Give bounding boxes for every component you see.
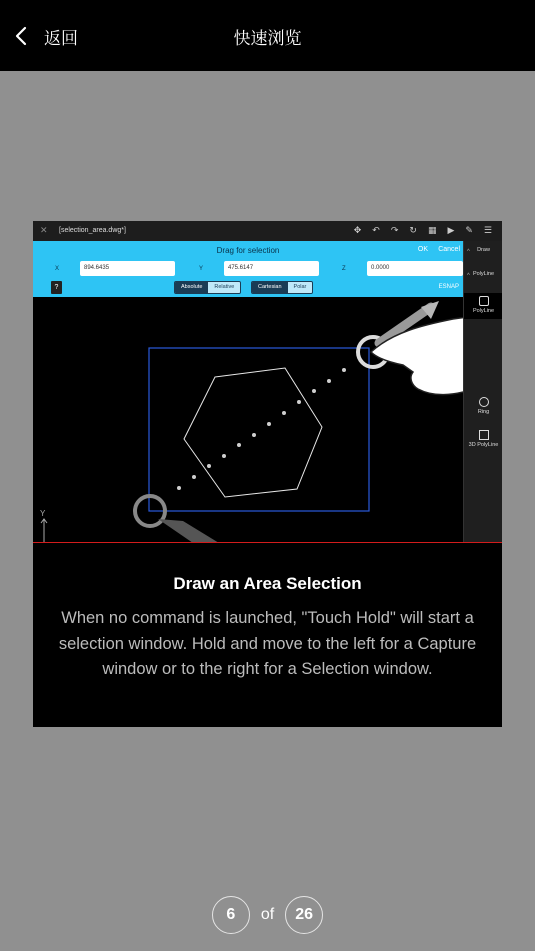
move-icon: ✥ [353, 225, 362, 235]
hexagon-shape [184, 368, 322, 497]
panel-3d-polyline-item [464, 430, 502, 448]
drawing-canvas [33, 297, 463, 543]
absolute-relative-toggle [174, 281, 241, 294]
file-name: [selection_area.dwg*] [59, 227, 126, 234]
drag-path-dots [177, 368, 346, 490]
top-bar [0, 0, 535, 71]
cartesian-polar-toggle [251, 281, 313, 294]
total-pages: 26 [285, 896, 323, 934]
polar-option: Polar [288, 282, 313, 293]
selection-rectangle [149, 348, 369, 511]
x-label: X [55, 266, 60, 272]
panel-ring-item [464, 397, 502, 415]
redo-icon: ↷ [390, 225, 399, 235]
tutorial-screenshot [33, 221, 502, 543]
canvas-divider [33, 542, 502, 543]
cancel-label: Cancel [438, 246, 460, 253]
esnap-label: ESNAP [438, 284, 459, 290]
3d-polyline-icon [479, 430, 489, 440]
polyline-label: PolyLine [472, 308, 495, 314]
caret-icon: ^ [467, 249, 470, 255]
drag-prompt: Drag for selection [216, 246, 280, 255]
ring-icon [479, 397, 489, 407]
ring-label: Ring [477, 409, 490, 415]
help-button: ? [51, 281, 62, 294]
cartesian-option: Cartesian [252, 282, 288, 293]
current-page: 6 [212, 896, 250, 934]
slide-description: When no command is launched, "Touch Hold" will start a selection window. Hold and move to the left for a Capture window or to the right for a Selection window. [58, 609, 477, 678]
refresh-icon: ↻ [409, 225, 417, 235]
panel-polyline-item [464, 293, 502, 319]
grid-icon: ▦ [427, 225, 437, 235]
pencil-icon: ✎ [465, 225, 473, 235]
coordinate-bar [33, 241, 463, 297]
page-title: 快速浏览 [233, 29, 302, 49]
slide-title: Draw an Area Selection [173, 574, 362, 593]
close-icon: ✕ [40, 225, 48, 235]
x-field: 894.6435 [80, 261, 175, 276]
ok-label: OK [417, 246, 428, 253]
z-field: 0.0000 [367, 261, 463, 276]
tutorial-card [33, 221, 502, 727]
panel-draw-header [464, 247, 502, 253]
menu-icon: ☰ [483, 225, 492, 235]
axis-label: Y [40, 509, 46, 518]
y-field: 475.6147 [224, 261, 319, 276]
toolbar-icons [354, 225, 492, 236]
hand-gesture-icon [358, 301, 463, 395]
polyline-header-label: PolyLine [472, 271, 495, 277]
back-label: 返回 [44, 28, 78, 49]
3d-polyline-label: 3D PolyLine [468, 442, 499, 448]
y-axis-indicator [41, 519, 47, 543]
absolute-option: Absolute [175, 282, 208, 293]
caret-icon: ^ [467, 273, 470, 279]
play-icon: ▶ [447, 225, 455, 235]
app-toolbar [33, 221, 502, 241]
panel-polyline-header [464, 271, 502, 277]
draw-panel [463, 241, 502, 543]
hand-shadow-icon [158, 519, 219, 543]
undo-icon: ↶ [372, 225, 380, 235]
y-label: Y [199, 266, 204, 272]
relative-option: Relative [208, 282, 240, 293]
polyline-icon [479, 296, 489, 306]
z-label: Z [342, 266, 346, 272]
page-indicator [0, 896, 535, 934]
draw-label: Draw [477, 247, 490, 253]
pager-of-label: of [260, 906, 275, 923]
